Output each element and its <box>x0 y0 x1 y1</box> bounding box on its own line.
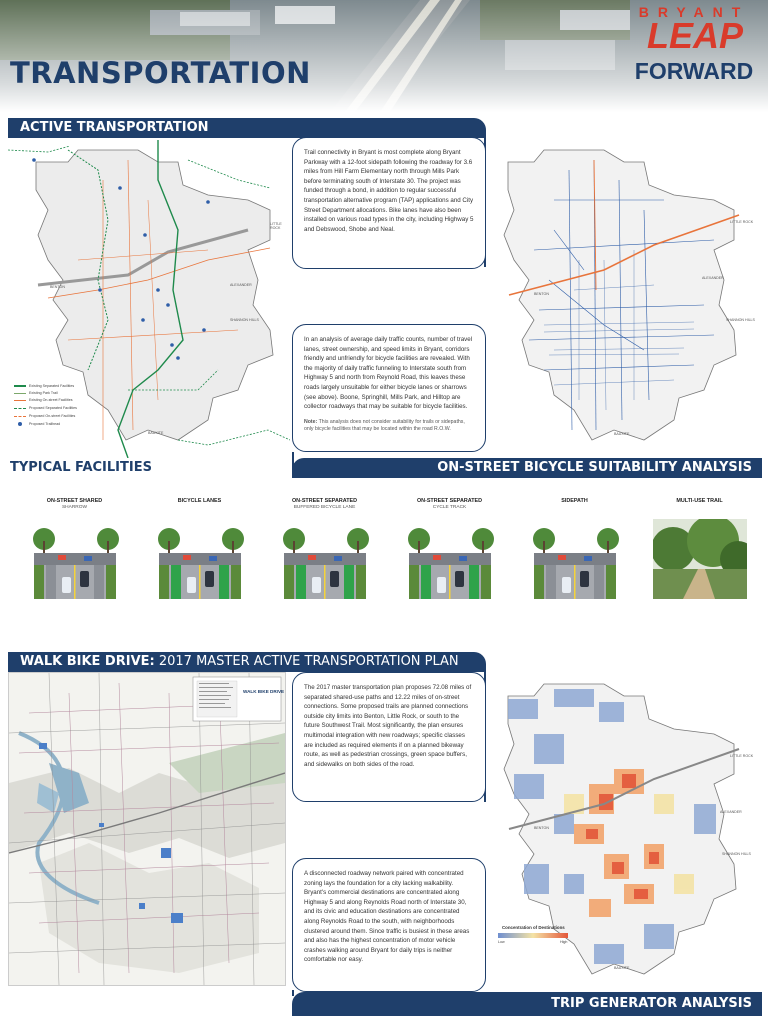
map-label-little-rock: LITTLE ROCK <box>270 222 282 230</box>
map-label-bauxite: BAUXITE <box>614 966 630 970</box>
facility-subtitle: CYCLE TRACK <box>432 505 467 510</box>
logo-line-1: BRYANT <box>638 4 750 20</box>
facility-card <box>403 498 497 599</box>
map-label-shannon-hills: SHANNON HILLS <box>722 852 751 856</box>
paragraph: A disconnected roadway network paired with concentrated zoning lays the foundation for a city lacking walkability. Bryant's commercial destinations are concentrated along Highway 5 and along Reynolds Road north of Interstate 30, and its civic and education destinations are concentrated along Reynolds Road to the south, with neighborhoods clustered around them. Since traffic is busiest in these areas and also has the highest concentration of motor vehicle crashes walking around Bryant for daily trips is neither comfortable nor easy. <box>304 870 470 964</box>
active-transportation-text <box>292 137 486 269</box>
paragraph: In an analysis of average daily traffic counts, number of travel lanes, street ownership, and speed limits in Bryant, corridors friendly and unfriendly for bicycle facilities are revealed. With the majority of daily traffic funneling to Interstate south from Highway 5 and north from Reynold Road, this leaves these roads largely unsuitable for either bicycle lanes or sharrows (see above). Boone, Springhill, Mills Park, and Hilltop are collector roadways that may be suitable for bicycle facilities. <box>304 336 473 411</box>
map-label-benton: BENTON <box>50 285 65 289</box>
heatmap-legend-bar <box>498 933 568 938</box>
page-title: TRANSPORTATION <box>10 56 311 90</box>
typical-facilities-row <box>12 498 762 618</box>
header-banner <box>0 0 768 112</box>
map-label-alexander: ALEXANDER <box>720 810 742 814</box>
facility-title: ON-STREET SHARED <box>46 498 103 504</box>
section-heading: TRIP GENERATOR ANALYSIS <box>551 996 752 1011</box>
bicycle-suitability-map <box>494 140 762 458</box>
legend-item: Proposed Separated Facilities <box>14 406 77 410</box>
facility-card <box>153 498 247 599</box>
divider-line <box>292 990 294 996</box>
facility-title: BICYCLE LANES <box>177 498 222 504</box>
map-label-bauxite: BAUXITE <box>148 431 164 435</box>
master-plan-text <box>292 672 486 802</box>
facility-subtitle: SHARROW <box>61 505 88 510</box>
legend-item: Existing On-street Facilities <box>14 398 73 402</box>
map-title: WALK BIKE DRIVE <box>243 689 285 694</box>
facility-card <box>28 498 122 599</box>
facility-card <box>278 498 372 599</box>
facility-title: ON-STREET SEPARATED <box>416 498 483 504</box>
typical-facilities-heading: TYPICAL FACILITIES <box>10 460 152 475</box>
legend-item: Proposed Trailhead <box>14 422 60 426</box>
logo-line-2: LEAP <box>646 15 743 56</box>
map-label-benton: BENTON <box>534 292 549 296</box>
section-heading-bold: WALK BIKE DRIVE: <box>20 654 155 669</box>
logo-line-3: FORWARD <box>634 58 754 84</box>
map-label-benton: BENTON <box>534 826 549 830</box>
map-label-little-rock: LITTLE ROCK <box>730 220 754 224</box>
heatmap-legend-high: High <box>560 940 568 944</box>
bryant-leap-forward-logo <box>626 4 762 88</box>
paragraph: The 2017 master transportation plan proposes 72.08 miles of separated shared-use paths and 12.22 miles of on-street connections. Some proposed trails are planned connections outside city limits into Benton, Little Rock, or south to the future Southwest Trail. Most significantly, the plan ensures multimodal integration with new roadways; specific classes are included as required elements if on a planned bikeway route, as well as pedestrian crossings, green space buffers, and sidewalks on both sides of the road. <box>304 684 472 768</box>
active-transportation-map <box>8 140 290 458</box>
facility-subtitle <box>653 505 747 519</box>
facility-subtitle <box>528 505 622 519</box>
facility-illustration <box>653 519 747 599</box>
map-label-alexander: ALEXANDER <box>230 283 252 287</box>
facility-illustration <box>278 519 372 599</box>
facility-illustration <box>528 519 622 599</box>
facility-card <box>653 498 747 599</box>
legend-item: Existing Park Trail <box>14 391 58 395</box>
section-bar-suitability <box>292 458 762 478</box>
section-bar-active-transportation <box>8 118 486 138</box>
facility-title: MULTI-USE TRAIL <box>676 498 723 504</box>
facility-illustration <box>153 519 247 599</box>
heatmap-legend-low: Low <box>498 940 505 944</box>
facility-title: ON-STREET SEPARATED <box>291 498 358 504</box>
facility-subtitle <box>153 505 247 519</box>
section-bar-trip-generator <box>292 992 762 1016</box>
map-label-alexander: ALEXANDER <box>702 276 724 280</box>
note: Note: This analysis does not consider suitability for trails or sidepaths, only bicycle facilities that may be located within the road R.O.W. <box>304 418 465 433</box>
facility-illustration <box>403 519 497 599</box>
trip-generator-map <box>494 674 762 992</box>
section-bar-walk-bike-drive <box>8 652 486 672</box>
section-heading: ON-STREET BICYCLE SUITABILITY ANALYSIS <box>437 460 752 475</box>
map-label-bauxite: BAUXITE <box>614 432 630 436</box>
facility-illustration <box>28 519 122 599</box>
section-heading: ACTIVE TRANSPORTATION <box>20 120 209 135</box>
master-plan-map <box>8 672 286 986</box>
facility-subtitle: BUFFERED BICYCLE LANE <box>293 505 356 510</box>
map-label-little-rock: LITTLE ROCK <box>730 754 754 758</box>
trailhead-pin-icon <box>18 422 22 426</box>
facility-title: SIDEPATH <box>561 498 588 504</box>
trip-generator-text <box>292 858 486 992</box>
paragraph: Trail connectivity in Bryant is most complete along Bryant Parkway with a 12-foot sidepath following the roadway for 3.6 miles from Hill Farm Elementary north through Mills Park before terminating south of Interstate 30. The project was funded through a bond, in addition to regular successful transportation alternative program (TAP) applications and City Street Department allocations. Bike lanes have also been installed on various road types in the city, including Highway 5 and Debswood, Shobe and Neal. <box>304 149 474 233</box>
map-label-shannon-hills: SHANNON HILLS <box>230 318 259 322</box>
facility-card <box>528 498 622 599</box>
suitability-text <box>292 324 486 452</box>
legend-item: Existing Separated Facilities <box>14 384 74 388</box>
legend-item: Proposed On-street Facilities <box>14 414 75 418</box>
section-heading-rest: 2017 MASTER ACTIVE TRANSPORTATION PLAN <box>154 654 459 669</box>
heatmap-legend-title: Concentration of Destinations <box>502 925 565 930</box>
map-label-shannon-hills: SHANNON HILLS <box>726 318 755 322</box>
